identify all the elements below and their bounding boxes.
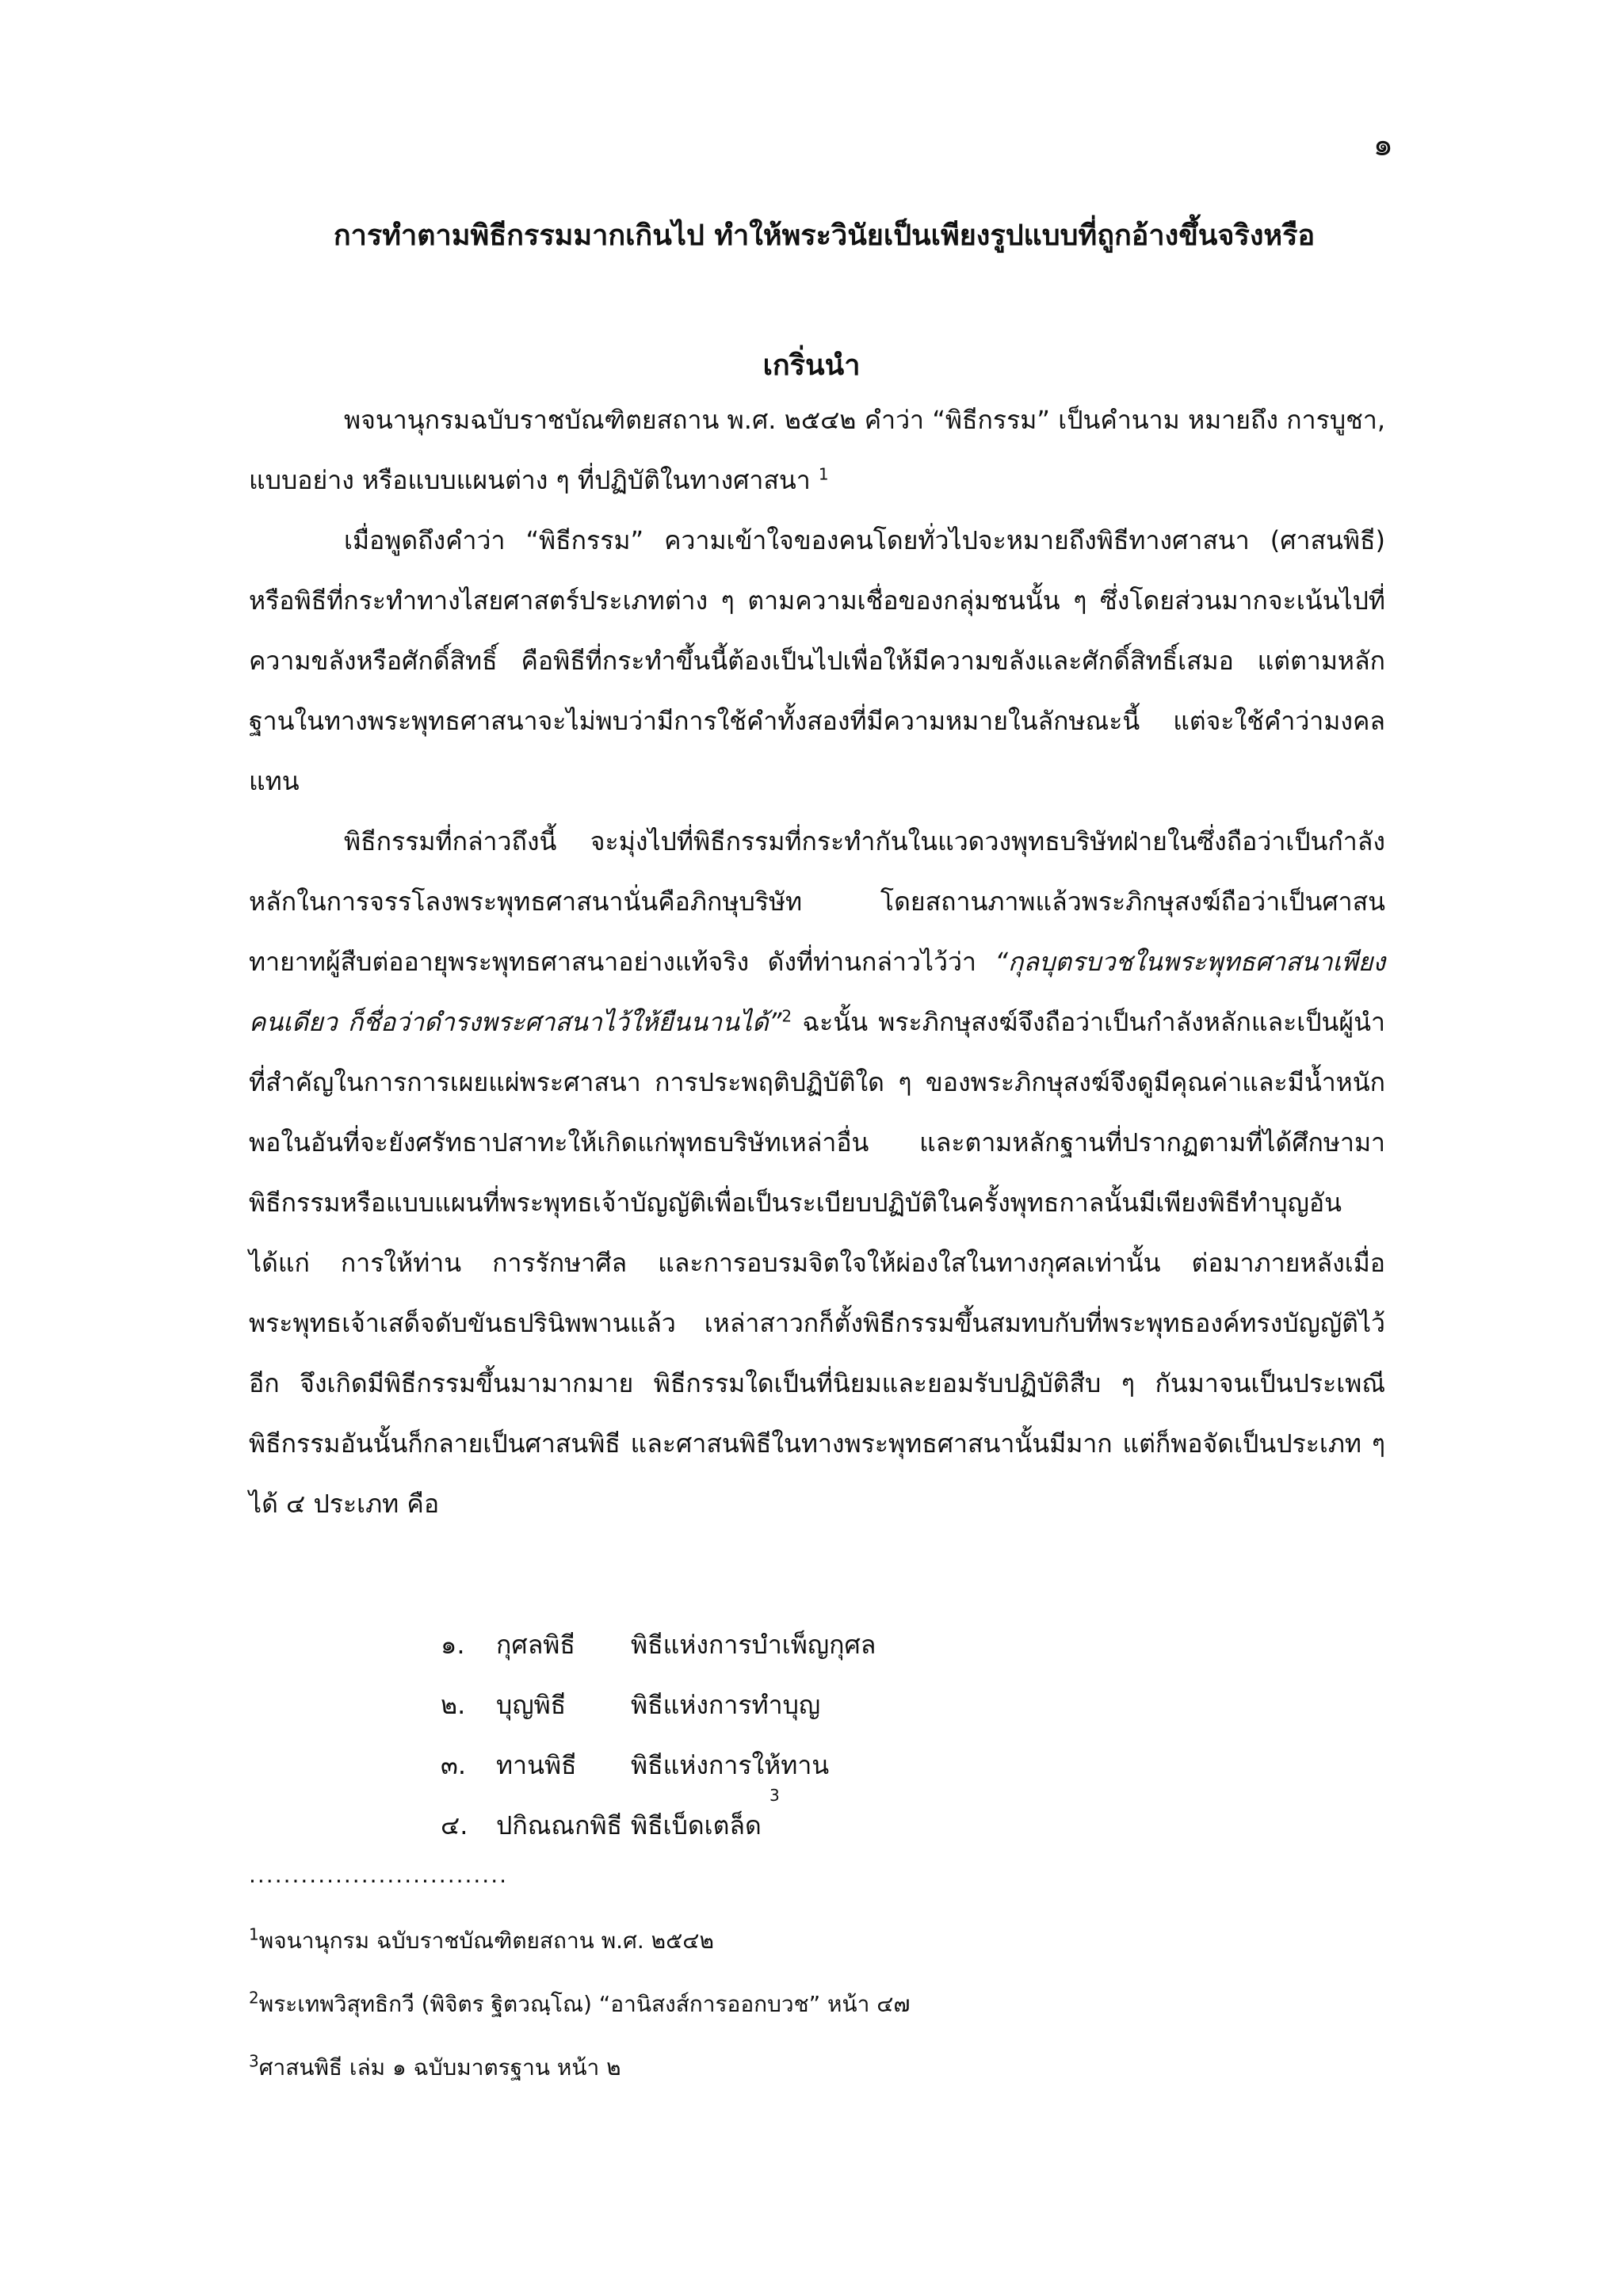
paragraph-1-text: พจนานุกรมฉบับราชบัณฑิตยสถาน พ.ศ. ๒๕๔๒ คำว่า “พิธีกรรม” เป็นคำนาม หมายถึง การบูชา, แบบอย่าง หรือแบบแผนต่าง ๆ ที่ปฏิบัติในทางศาสนา [249, 405, 1385, 495]
list-item-name: ทานพิธี [496, 1750, 577, 1780]
list-item-number: ๔. [441, 1810, 468, 1840]
list-item-number: ๒. [441, 1690, 466, 1720]
footnote-1 [249, 1909, 1385, 1973]
section-heading: เกริ่นนำ [762, 349, 861, 382]
list-item-description: พิธีแห่งการบำเพ็ญกุศล [631, 1630, 876, 1660]
list-item-name: ปกิณณกพิธี [496, 1810, 623, 1840]
paragraph-2-text: เมื่อพูดถึงคำว่า “พิธีกรรม” ความเข้าใจของคนโดยทั่วไปจะหมายถึงพิธีทางศาสนา (ศาสนพิธี) หรือพิธีที่กระทำทางไสยศาสตร์ประเภทต่าง ๆ ตามความเชื่อของกลุ่มชนนั้น ๆ ซึ่งโดยส่วนมากจะเน้นไปที่ความขลังหรือศักดิ์สิทธิ์ คือพิธีที่กระทำขึ้นนี้ต้องเป็นไปเพื่อให้มีความขลังและศักดิ์สิทธิ์เสมอ แต่ตามหลักฐานในทางพระพุทธศาสนาจะไม่พบว่ามีการใช้คำทั้งสองที่มีความหมายในลักษณะนี้ แต่จะใช้คำว่ามงคลแทน [249, 525, 1385, 796]
footnote-separator: .............................. [249, 1862, 509, 1888]
list-item-name: บุญพิธี [496, 1690, 567, 1720]
list-item-number: ๑. [441, 1630, 465, 1660]
list-item [441, 1786, 876, 1855]
body-text [249, 390, 1385, 1534]
list-item-description: พิธีแห่งการให้ทาน [631, 1750, 830, 1780]
footnote-text: พระเทพวิสุทธิกวี (พิจิตร ฐิตวณฺโณ) “อานิสงส์การออกบวช” หน้า ๔๗ [258, 1991, 911, 2017]
list-item-name: กุศลพิธี [496, 1630, 575, 1660]
paragraph-3 [249, 811, 1385, 1534]
footnote-ref-2: 2 [781, 1006, 792, 1026]
footnote-2 [249, 1973, 1385, 2036]
ceremony-type-list [441, 1615, 876, 1855]
paragraph-3-text-after: ฉะนั้น พระภิกษุสงฆ์จึงถือว่าเป็นกำลังหลักและเป็นผู้นำที่สำคัญในการการเผยแผ่พระศาสนา การประพฤติปฏิบัติใด ๆ ของพระภิกษุสงฆ์จึงดูมีคุณค่าและมีน้ำหนักพอในอันที่จะยังศรัทธาปสาทะให้เกิดแก่พุทธบริษัทเหล่าอื่น และตามหลักฐานที่ปรากฏตามที่ได้ศึกษามา พิธีกรรมหรือแบบแผนที่พระพุทธเจ้าบัญญัติเพื่อเป็นระเบียบปฏิบัติในครั้งพุทธกาลนั้นมีเพียงพิธีทำบุญอันได้แก่ การให้ท่าน การรักษาศีล และการอบรมจิตใจให้ผ่องใสในทางกุศลเท่านั้น ต่อมาภายหลังเมื่อพระพุทธเจ้าเสด็จดับขันธปรินิพพานแล้ว เหล่าสาวกก็ตั้งพิธีกรรมขึ้นสมทบกับที่พระพุทธองค์ทรงบัญญัติไว้อีก จึงเกิดมีพิธีกรรมขึ้นมามากมาย พิธีกรรมใดเป็นที่นิยมและยอมรับปฏิบัติสืบ ๆ กันมาจนเป็นประเพณี พิธีกรรมอันนั้นก็กลายเป็นศาสนพิธี และศาสนพิธีในทางพระพุทธศาสนานั้นมีมาก แต่ก็พอจัดเป็นประเภท ๆ ได้ ๔ ประเภท คือ [249, 1007, 1386, 1519]
paragraph-3-text-before: พิธีกรรมที่กล่าวถึงนี้ จะมุ่งไปที่พิธีกรรมที่กระทำกันในแวดวงพุทธบริษัทฝ่ายในซึ่งถือว่าเป็นกำลังหลักในการจรรโลงพระพุทธศาสนานั่นคือภิกษุบริษัท โดยสถานภาพแล้วพระภิกษุสงฆ์ถือว่าเป็นศาสนทายาทผู้สืบต่ออายุพระพุทธศาสนาอย่างแท้จริง ดังที่ท่านกล่าวไว้ว่า [249, 826, 1385, 977]
list-item-description: พิธีเบ็ดเตล็ด [631, 1810, 762, 1840]
document-title: การทำตามพิธีกรรมมากเกินไป ทำให้พระวินัยเป็นเพียงรูปแบบที่ถูกอ้างขึ้นจริงหรือ [333, 219, 1316, 252]
footnote-number: 2 [249, 1988, 259, 2008]
list-item [441, 1675, 876, 1735]
list-item [441, 1735, 876, 1795]
footnote-ref-3: 3 [769, 1786, 780, 1805]
paragraph-2 [249, 510, 1385, 811]
footnote-text: พจนานุกรม ฉบับราชบัณฑิตยสถาน พ.ศ. ๒๕๔๒ [258, 1928, 714, 1954]
footnotes [249, 1909, 1385, 2100]
footnote-3 [249, 2036, 1385, 2100]
paragraph-1 [249, 390, 1385, 510]
list-item-number: ๓. [441, 1750, 467, 1780]
quotation: “กุลบุตรบวชในพระพุทธศาสนาเพียงคนเดียว ก็ชื่อว่าดำรงพระศาสนาไว้ให้ยืนนานได้” [249, 947, 1386, 1037]
list-item [441, 1615, 876, 1675]
list-item-description: พิธีแห่งการทำบุญ [631, 1690, 821, 1720]
footnote-text: ศาสนพิธี เล่ม ๑ ฉบับมาตรฐาน หน้า ๒ [258, 2054, 621, 2081]
footnote-ref-1: 1 [818, 464, 829, 484]
page-number: ๑ [1373, 127, 1393, 163]
footnote-number: 1 [249, 1924, 259, 1944]
footnote-number: 3 [249, 2051, 259, 2071]
